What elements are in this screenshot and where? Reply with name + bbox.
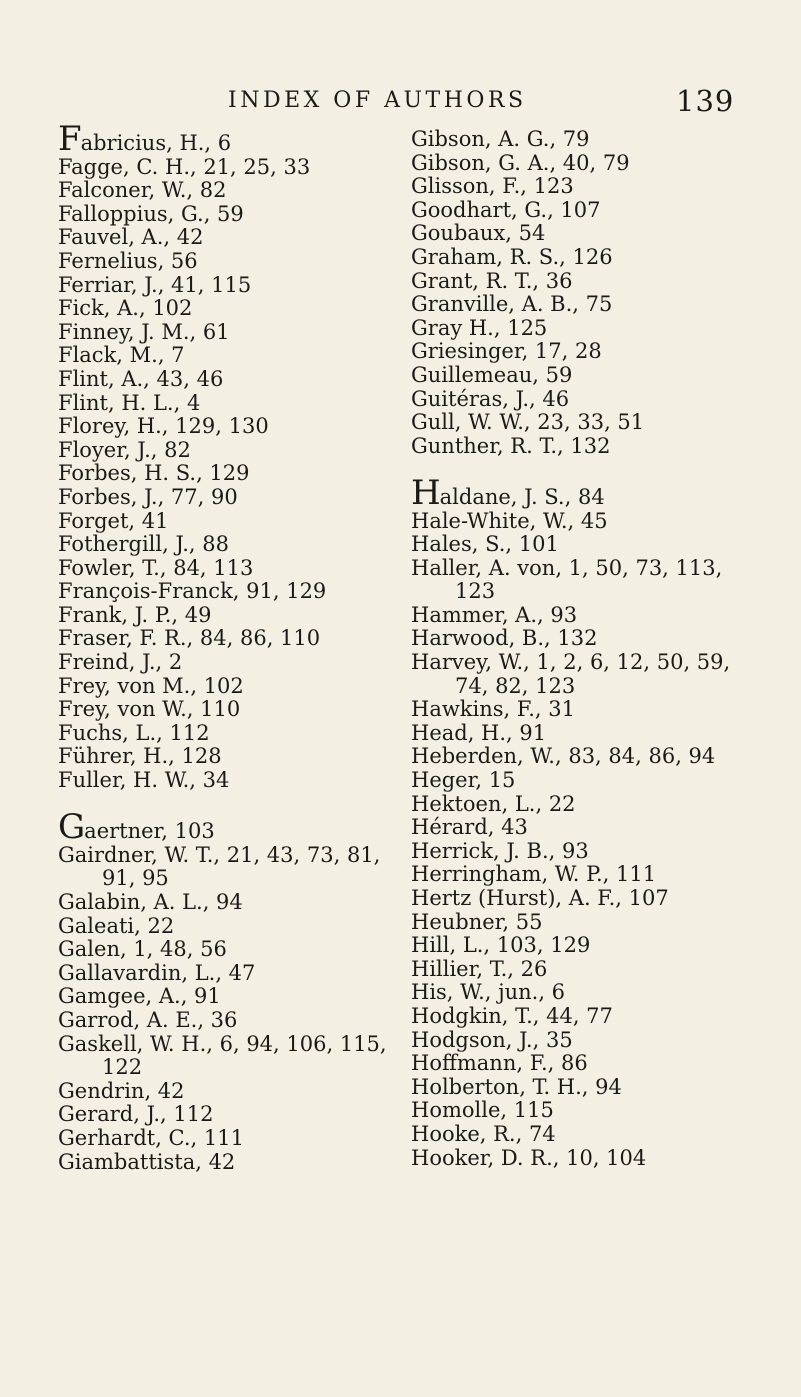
entry-text: Forget, 41 (58, 508, 169, 533)
index-entry (411, 340, 791, 364)
index-entry (58, 604, 398, 628)
entry-text: Holberton, T. H., 94 (411, 1074, 622, 1099)
section-initial: G (58, 807, 85, 848)
entry-text: François-Franck, 91, 129 (58, 579, 327, 604)
section-initial: H (411, 472, 440, 513)
index-entry (58, 1103, 398, 1127)
index-entry (411, 533, 791, 557)
entry-text: Guitéras, J., 46 (411, 386, 570, 411)
entry-continuation: 74, 82, 123 (455, 673, 576, 698)
entry-text: Heger, 15 (411, 768, 516, 793)
entry-text: Forbes, H. S., 129 (58, 461, 250, 486)
entry-text: Guillemeau, 59 (411, 362, 573, 387)
entry-text: Hillier, T., 26 (411, 956, 548, 981)
entry-text: Herringham, W. P., 111 (411, 862, 657, 887)
entry-text: Galeati, 22 (58, 913, 175, 938)
entry-text: Heubner, 55 (411, 909, 543, 934)
entry-text: Floyer, J., 82 (58, 437, 191, 462)
index-entry (411, 863, 791, 887)
entry-text: Herrick, J. B., 93 (411, 838, 589, 863)
entry-text: Hodgson, J., 35 (411, 1027, 573, 1052)
entry-text: Galen, 1, 48, 56 (58, 937, 227, 962)
index-entry (411, 840, 791, 864)
index-entry (411, 745, 791, 769)
entry-text: Hérard, 43 (411, 815, 528, 840)
index-entry (411, 175, 791, 199)
index-entry (411, 152, 791, 176)
index-entry (411, 246, 791, 270)
index-entry (58, 368, 398, 392)
index-entry (58, 580, 398, 604)
index-entry (411, 651, 791, 698)
index-entry (411, 317, 791, 341)
entry-text: Hales, S., 101 (411, 532, 559, 557)
index-entry (411, 435, 791, 459)
index-entry (411, 222, 791, 246)
index-entry (411, 364, 791, 388)
index-entry (411, 1029, 791, 1053)
entry-text: Fauvel, A., 42 (58, 225, 204, 250)
entry-text: Fothergill, J., 88 (58, 532, 229, 557)
index-entry (58, 1080, 398, 1104)
entry-text: aertner, 103 (84, 819, 215, 844)
entry-text: Führer, H., 128 (58, 744, 222, 769)
index-entry (58, 344, 398, 368)
entry-text: Harwood, B., 132 (411, 626, 598, 651)
index-entry (58, 938, 398, 962)
index-entry (58, 807, 398, 848)
index-entry (58, 1127, 398, 1151)
entry-text: Frey, von W., 110 (58, 697, 241, 722)
entry-text: Garrod, A. E., 36 (58, 1007, 238, 1032)
entry-text: Hektoen, L., 22 (411, 791, 576, 816)
index-entry (58, 891, 398, 915)
index-entry (58, 119, 398, 159)
entry-text: Hoffmann, F., 86 (411, 1051, 588, 1076)
index-entry (411, 1005, 791, 1029)
index-entry (411, 722, 791, 746)
index-entry (58, 1151, 398, 1175)
entry-text: Fowler, T., 84, 113 (58, 555, 254, 580)
entry-text: Fuchs, L., 112 (58, 720, 210, 745)
entry-text: Ferriar, J., 41, 115 (58, 272, 252, 297)
entry-text: Gull, W. W., 23, 33, 51 (411, 410, 645, 435)
entry-text: Hawkins, F., 31 (411, 697, 575, 722)
index-entry (411, 698, 791, 722)
entry-text: Goodhart, G., 107 (411, 197, 601, 222)
entry-text: Gendrin, 42 (58, 1078, 185, 1103)
page-number: 139 (676, 84, 735, 118)
entry-text: Granville, A. B., 75 (411, 292, 613, 317)
index-entry (58, 1033, 398, 1080)
index-entry (58, 962, 398, 986)
index-entry (58, 745, 398, 769)
index-entry (58, 1009, 398, 1033)
entry-text: Gaskell, W. H., 6, 94, 106, 115, (58, 1031, 387, 1056)
entry-text: Griesinger, 17, 28 (411, 339, 602, 364)
running-head: INDEX OF AUTHORS (228, 88, 527, 113)
index-entry (411, 411, 791, 435)
entry-text: Hooke, R., 74 (411, 1121, 556, 1146)
entry-continuation: 122 (102, 1055, 143, 1080)
entry-text: Gerhardt, C., 111 (58, 1125, 244, 1150)
entry-text: Forbes, J., 77, 90 (58, 484, 238, 509)
entry-text: Florey, H., 129, 130 (58, 414, 269, 439)
index-entry (58, 392, 398, 416)
index-entry (58, 250, 398, 274)
entry-text: Gerard, J., 112 (58, 1102, 214, 1127)
index-entry (58, 179, 398, 203)
index-entry (411, 1123, 791, 1147)
entry-text: Goubaux, 54 (411, 221, 546, 246)
entry-text: Flint, A., 43, 46 (58, 366, 224, 391)
index-column-right (411, 128, 791, 1170)
index-entry (411, 557, 791, 604)
index-entry (411, 1052, 791, 1076)
entry-text: Fuller, H. W., 34 (58, 768, 230, 793)
index-entry (58, 226, 398, 250)
entry-text: Heberden, W., 83, 84, 86, 94 (411, 744, 716, 769)
index-entry (58, 203, 398, 227)
index-entry (411, 769, 791, 793)
index-entry (411, 934, 791, 958)
index-entry (411, 816, 791, 840)
entry-text: Gray H., 125 (411, 315, 548, 340)
index-entry (411, 981, 791, 1005)
entry-text: Falconer, W., 82 (58, 178, 227, 203)
entry-text: Gallavardin, L., 47 (58, 960, 256, 985)
index-entry (411, 958, 791, 982)
index-entry (411, 1147, 791, 1171)
entry-text: Fernelius, 56 (58, 248, 198, 273)
entry-text: Homolle, 115 (411, 1098, 554, 1123)
entry-text: Hertz (Hurst), A. F., 107 (411, 886, 669, 910)
entry-text: His, W., jun., 6 (411, 980, 566, 1005)
section-initial: F (58, 119, 81, 159)
entry-text: Hill, L., 103, 129 (411, 933, 591, 958)
entry-text: Gibson, G. A., 40, 79 (411, 150, 630, 175)
index-entry (58, 274, 398, 298)
entry-text: Frank, J. P., 49 (58, 602, 212, 627)
index-entry (411, 1076, 791, 1100)
index-entry (58, 675, 398, 699)
entry-text: Gairdner, W. T., 21, 43, 73, 81, (58, 842, 381, 867)
index-entry (58, 627, 398, 651)
index-entry (411, 887, 791, 911)
index-entry (58, 844, 398, 891)
entry-text: Graham, R. S., 126 (411, 244, 613, 269)
entry-text: Hammer, A., 93 (411, 602, 578, 627)
entry-text: Fraser, F. R., 84, 86, 110 (58, 626, 321, 651)
index-entry (58, 297, 398, 321)
index-entry (411, 472, 791, 513)
entry-text: Grant, R. T., 36 (411, 268, 573, 293)
index-column-left (58, 119, 398, 1174)
index-entry (58, 321, 398, 345)
index-entry (411, 128, 791, 152)
entry-text: Hale-White, W., 45 (411, 508, 608, 533)
entry-text: Harvey, W., 1, 2, 6, 12, 50, 59, (411, 650, 731, 675)
entry-text: Head, H., 91 (411, 720, 547, 745)
index-entry (411, 270, 791, 294)
entry-text: Gunther, R. T., 132 (411, 433, 611, 458)
index-entry (411, 604, 791, 628)
index-entry (411, 293, 791, 317)
index-entry (58, 462, 398, 486)
entry-text: Fagge, C. H., 21, 25, 33 (58, 154, 311, 179)
index-entry (58, 510, 398, 534)
entry-text: Falloppius, G., 59 (58, 201, 244, 226)
entry-text: Freind, J., 2 (58, 650, 183, 675)
entry-continuation: 123 (455, 579, 496, 604)
entry-text: Flint, H. L., 4 (58, 390, 201, 415)
index-entry (411, 510, 791, 534)
entry-text: Gibson, A. G., 79 (411, 127, 590, 151)
entry-text: Flack, M., 7 (58, 343, 185, 368)
entry-continuation: 91, 95 (102, 866, 169, 891)
entry-text: Hooker, D. R., 10, 104 (411, 1145, 647, 1170)
page-header (0, 86, 801, 120)
index-entry (58, 533, 398, 557)
index-entry (411, 1099, 791, 1123)
entry-text: Giambattista, 42 (58, 1149, 236, 1174)
index-entry (58, 722, 398, 746)
index-entry (58, 439, 398, 463)
entry-text: Glisson, F., 123 (411, 174, 574, 199)
index-entry (58, 769, 398, 793)
index-entry (58, 985, 398, 1009)
entry-text: Gamgee, A., 91 (58, 984, 221, 1009)
index-entry (58, 156, 398, 180)
index-entry (58, 698, 398, 722)
entry-text: Hodgkin, T., 44, 77 (411, 1003, 613, 1028)
index-entry (411, 793, 791, 817)
index-entry (58, 486, 398, 510)
entry-text: Galabin, A. L., 94 (58, 890, 243, 914)
index-entry (411, 911, 791, 935)
index-entry (411, 627, 791, 651)
entry-text: Finney, J. M., 61 (58, 319, 230, 344)
index-entry (58, 557, 398, 581)
entry-text: aldane, J. S., 84 (439, 484, 605, 509)
index-entry (411, 199, 791, 223)
entry-text: Haller, A. von, 1, 50, 73, 113, (411, 555, 723, 580)
entry-text: Frey, von M., 102 (58, 673, 244, 698)
index-entry (58, 651, 398, 675)
index-entry (411, 388, 791, 412)
index-entry (58, 415, 398, 439)
entry-text: Fick, A., 102 (58, 296, 193, 321)
entry-text: abricius, H., 6 (80, 131, 232, 155)
index-entry (58, 915, 398, 939)
